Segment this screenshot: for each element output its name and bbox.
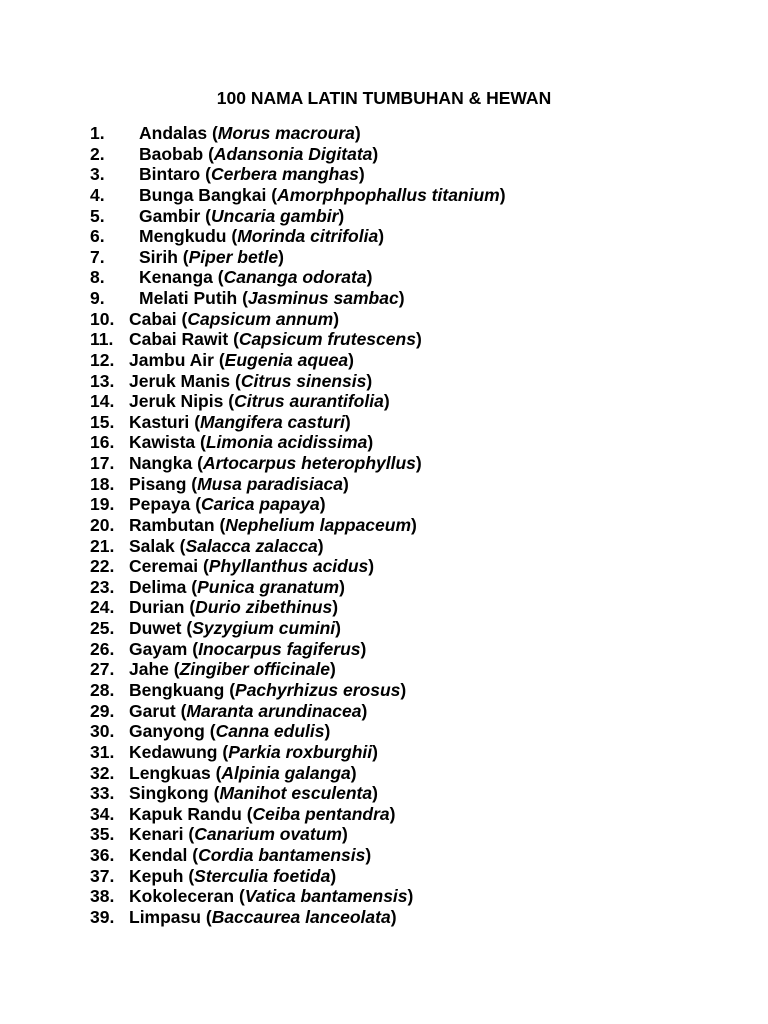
common-name: Gayam	[129, 638, 188, 659]
item-text	[139, 164, 365, 185]
common-name: Ganyong	[129, 721, 205, 742]
latin-name: ( Adansonia Digitata )	[208, 144, 378, 164]
item-text	[129, 453, 422, 474]
common-name: Baobab	[139, 143, 204, 164]
common-name: Melati Putih	[139, 288, 238, 309]
common-name: Singkong	[129, 783, 209, 804]
item-text	[139, 267, 372, 288]
item-text	[129, 742, 378, 763]
item-text	[129, 309, 339, 330]
item-text	[129, 866, 336, 887]
item-number: 18.	[90, 473, 115, 494]
common-name: Gambir	[139, 205, 201, 226]
item-number: 11.	[90, 329, 114, 350]
item-number: 3.	[90, 164, 105, 185]
latin-name: ( Citrus aurantifolia )	[228, 391, 389, 411]
item-text	[129, 536, 324, 557]
item-text	[139, 247, 284, 268]
latin-name: ( Durio zibethinus )	[189, 597, 338, 617]
latin-name: ( Citrus sinensis )	[235, 371, 372, 391]
item-text	[129, 432, 373, 453]
common-name: Salak	[129, 535, 175, 556]
item-number: 33.	[90, 783, 115, 804]
item-text	[129, 701, 367, 722]
item-text	[129, 412, 351, 433]
list-item	[0, 391, 768, 412]
item-number: 38.	[90, 886, 115, 907]
common-name: Kepuh	[129, 865, 184, 886]
item-number: 13.	[90, 370, 115, 391]
item-number: 19.	[90, 494, 115, 515]
common-name: Delima	[129, 576, 187, 597]
common-name: Kokoleceran	[129, 886, 235, 907]
latin-name: ( Mangifera casturi )	[194, 412, 351, 432]
item-text	[129, 391, 390, 412]
item-number: 25.	[90, 618, 115, 639]
species-list	[0, 123, 768, 943]
item-number: 32.	[90, 762, 115, 783]
latin-name: ( Syzygium cumini )	[186, 618, 341, 638]
list-item	[0, 577, 768, 598]
latin-name: ( Capsicum frutescens )	[233, 329, 422, 349]
list-item	[0, 494, 768, 515]
list-item	[0, 329, 768, 350]
list-item	[0, 742, 768, 763]
latin-name: ( Morus macroura )	[212, 123, 361, 143]
list-item	[0, 845, 768, 866]
item-number: 24.	[90, 597, 115, 618]
list-item	[0, 866, 768, 887]
latin-name: ( Inocarpus fagiferus )	[192, 639, 366, 659]
latin-name: ( Salacca zalacca )	[180, 536, 324, 556]
list-item	[0, 701, 768, 722]
common-name: Garut	[129, 700, 176, 721]
item-text	[129, 515, 417, 536]
item-text	[129, 329, 422, 350]
item-number: 6.	[90, 226, 105, 247]
item-text	[129, 371, 372, 392]
latin-name: ( Musa paradisiaca )	[191, 474, 349, 494]
latin-name: ( Maranta arundinacea )	[181, 701, 368, 721]
item-text	[129, 474, 349, 495]
item-text	[129, 804, 395, 825]
list-item	[0, 536, 768, 557]
latin-name: ( Parkia roxburghii )	[222, 742, 378, 762]
list-item	[0, 206, 768, 227]
latin-name: ( Vatica bantamensis )	[239, 886, 413, 906]
latin-name: ( Manihot esculenta )	[214, 783, 378, 803]
common-name: Sirih	[139, 246, 178, 267]
item-number: 2.	[90, 143, 105, 164]
latin-name: ( Morinda citrifolia )	[231, 226, 384, 246]
latin-name: ( Jasminus sambac )	[242, 288, 404, 308]
list-item	[0, 371, 768, 392]
item-number: 4.	[90, 184, 105, 205]
common-name: Limpasu	[129, 906, 201, 927]
item-number: 1.	[90, 123, 105, 143]
item-number: 34.	[90, 803, 115, 824]
list-item	[0, 886, 768, 907]
latin-name: ( Canarium ovatum )	[188, 824, 347, 844]
list-item	[0, 226, 768, 247]
item-number: 14.	[90, 391, 115, 412]
item-text	[129, 659, 336, 680]
list-item	[0, 515, 768, 536]
latin-name: ( Punica granatum )	[191, 577, 345, 597]
list-item	[0, 763, 768, 784]
list-item	[0, 144, 768, 165]
common-name: Rambutan	[129, 514, 215, 535]
item-text	[129, 350, 354, 371]
latin-name: ( Pachyrhizus erosus )	[229, 680, 406, 700]
item-number: 17.	[90, 453, 115, 474]
latin-name: ( Zingiber officinale )	[174, 659, 336, 679]
item-number: 10.	[90, 308, 115, 329]
list-item	[0, 474, 768, 495]
item-text	[129, 721, 330, 742]
list-item	[0, 680, 768, 701]
item-number: 12.	[90, 349, 115, 370]
item-number: 15.	[90, 411, 115, 432]
item-number: 7.	[90, 246, 105, 267]
latin-name: ( Cerbera manghas )	[205, 164, 365, 184]
list-item	[0, 804, 768, 825]
item-text	[129, 907, 397, 928]
item-text	[129, 597, 338, 618]
common-name: Durian	[129, 597, 185, 618]
common-name: Cabai Rawit	[129, 329, 229, 350]
item-number: 28.	[90, 680, 115, 700]
list-item	[0, 824, 768, 845]
item-text	[129, 824, 348, 845]
common-name: Kawista	[129, 432, 196, 453]
latin-name: ( Carica papaya )	[195, 494, 325, 514]
latin-name: ( Eugenia aquea )	[219, 350, 354, 370]
common-name: Andalas	[139, 123, 208, 143]
list-item	[0, 350, 768, 371]
list-item	[0, 288, 768, 309]
item-number: 39.	[90, 906, 115, 927]
common-name: Jeruk Nipis	[129, 391, 224, 412]
common-name: Ceremai	[129, 556, 199, 577]
item-text	[129, 763, 357, 784]
latin-name: ( Amorphpophallus titanium )	[271, 185, 505, 205]
list-item	[0, 267, 768, 288]
list-item	[0, 247, 768, 268]
item-text	[129, 494, 326, 515]
item-text	[139, 144, 378, 165]
item-text	[129, 639, 366, 660]
list-item	[0, 164, 768, 185]
list-item	[0, 412, 768, 433]
latin-name: ( Phyllanthus acidus )	[203, 556, 374, 576]
item-number: 26.	[90, 638, 115, 659]
item-text	[139, 288, 405, 309]
item-number: 22.	[90, 556, 115, 577]
item-number: 31.	[90, 741, 115, 762]
common-name: Bengkuang	[129, 680, 225, 700]
item-text	[139, 185, 506, 206]
common-name: Bunga Bangkai	[139, 184, 267, 205]
item-text	[139, 123, 361, 144]
latin-name: ( Capsicum annum )	[182, 309, 340, 329]
list-item	[0, 639, 768, 660]
common-name: Cabai	[129, 308, 177, 329]
latin-name: ( Artocarpus heterophyllus )	[197, 453, 422, 473]
item-text	[129, 886, 413, 907]
item-number: 23.	[90, 576, 115, 597]
item-number: 5.	[90, 205, 105, 226]
item-text	[139, 206, 344, 227]
item-text	[129, 577, 345, 598]
common-name: Kenanga	[139, 267, 213, 288]
item-number: 29.	[90, 700, 115, 721]
latin-name: ( Cordia bantamensis )	[192, 845, 371, 865]
latin-name: ( Limonia acidissima )	[200, 432, 373, 452]
common-name: Nangka	[129, 453, 193, 474]
latin-name: ( Alpinia galanga )	[216, 763, 357, 783]
item-number: 21.	[90, 535, 115, 556]
latin-name: ( Piper betle )	[183, 247, 284, 267]
list-item	[0, 309, 768, 330]
item-number: 27.	[90, 659, 115, 680]
common-name: Kapuk Randu	[129, 803, 242, 824]
common-name: Lengkuas	[129, 762, 211, 783]
common-name: Kenari	[129, 824, 184, 845]
item-text	[129, 680, 406, 701]
list-item	[0, 432, 768, 453]
document-title: 100 NAMA LATIN TUMBUHAN & HEWAN	[216, 88, 552, 108]
list-item	[0, 783, 768, 804]
common-name: Pisang	[129, 473, 187, 494]
list-item	[0, 597, 768, 618]
list-item	[0, 618, 768, 639]
list-item	[0, 659, 768, 680]
item-text	[129, 783, 378, 804]
item-number: 36.	[90, 845, 115, 866]
item-text	[129, 618, 341, 639]
common-name: Mengkudu	[139, 226, 227, 247]
latin-name: ( Nephelium lappaceum )	[219, 515, 416, 535]
common-name: Duwet	[129, 618, 182, 639]
item-number: 8.	[90, 267, 105, 288]
item-number: 16.	[90, 432, 115, 453]
list-item	[0, 556, 768, 577]
list-item	[0, 185, 768, 206]
latin-name: ( Sterculia foetida )	[188, 866, 336, 886]
item-text	[129, 845, 371, 866]
common-name: Jahe	[129, 659, 169, 680]
common-name: Bintaro	[139, 164, 201, 185]
common-name: Pepaya	[129, 494, 191, 515]
item-text	[139, 226, 384, 247]
item-number: 37.	[90, 865, 115, 886]
list-item	[0, 123, 768, 144]
list-item	[0, 907, 768, 928]
latin-name: ( Canna edulis )	[210, 721, 331, 741]
common-name: Jambu Air	[129, 349, 214, 370]
item-text	[129, 556, 374, 577]
common-name: Kendal	[129, 845, 188, 866]
latin-name: ( Cananga odorata )	[218, 267, 373, 287]
common-name: Kedawung	[129, 741, 218, 762]
item-number: 35.	[90, 824, 115, 845]
item-number: 20.	[90, 514, 115, 535]
latin-name: ( Uncaria gambir )	[205, 206, 344, 226]
common-name: Kasturi	[129, 411, 190, 432]
latin-name: ( Baccaurea lanceolata )	[206, 907, 397, 927]
item-number: 9.	[90, 288, 105, 309]
item-number: 30.	[90, 721, 115, 742]
common-name: Jeruk Manis	[129, 370, 231, 391]
list-item	[0, 453, 768, 474]
latin-name: ( Ceiba pentandra )	[247, 804, 396, 824]
list-item	[0, 721, 768, 742]
